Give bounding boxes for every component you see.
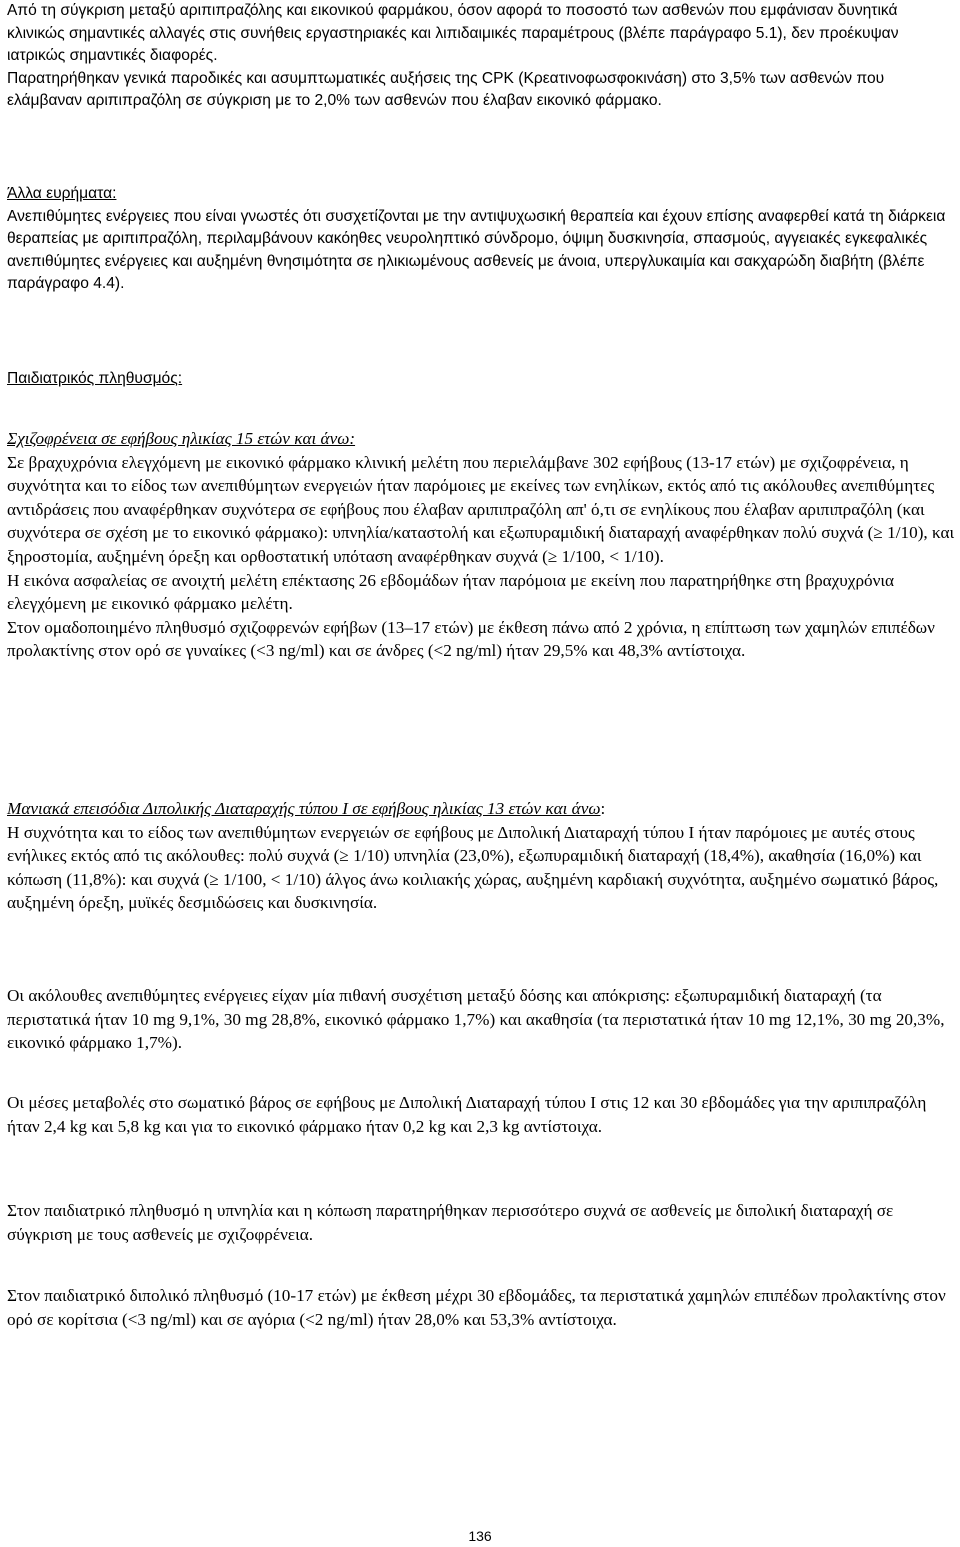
bipolar-paragraph-3: Οι μέσες μεταβολές στο σωματικό βάρος σε εφήβους με Διπολική Διαταραχή τύπου Ι στις 12 και 30 εβδομάδες για την αριπιπραζόλη ήταν 2,4 kg και 5,8 kg και για το εικονικό φάρμακο ήταν 0,2 kg και 2,3 kg αντίστοιχα. <box>7 1093 927 1136</box>
intro-paragraph-2: Παρατηρήθηκαν γενικά παροδικές και ασυμπτωματικές αυξήσεις της CPK (Κρεατινοφωσφοκινάση) στο 3,5% των ασθενών που ελάμβαναν αριπιπραζόλη σε σύγκριση με το 2,0% των ασθενών που έλαβαν εικονικό φάρμακο. <box>7 69 885 110</box>
schizophrenia-paragraph-2: Η εικόνα ασφαλείας σε ανοιχτή μελέτη επέκτασης 26 εβδομάδων ήταν παρόμοια με εκείνη που παρατηρήθηκε στη βραχυχρόνια ελεγχόμενη με εικονικό φάρμακο μελέτη. <box>7 570 895 614</box>
bipolar-paragraph-4: Στον παιδιατρικό πληθυσμό η υπνηλία και η κόπωση παρατηρήθηκαν περισσότερο συχνά σε ασθενείς με διπολική διαταραχή σε σύγκριση με τους ασθενείς με σχιζοφρένεια. <box>7 1201 894 1244</box>
other-findings-text: Ανεπιθύμητες ενέργειες που είναι γνωστές ότι συσχετίζονται με την αντιψυχωσική θεραπεία και έχουν επίσης αναφερθεί κατά τη διάρκεια θεραπείας με αριπιπραζόλη, περιλαμβάνουν κακόηθες νευροληπτικό σύνδρομο, όψιμη δυσκινησία, σπασμούς, αγγειακές εγκεφαλικές ανεπιθύμητες ενέργειες και αυξημένη θνησιμότητα σε ηλικιωμένους ασθενείς με άνοια, υπεργλυκαιμία και σακχαρώδη διαβήτη (βλέπε παράγραφο 4.4). <box>7 207 946 293</box>
bipolar-heading: Μανιακά επεισόδια Διπολικής Διαταραχής τύπου Ι σε εφήβους ηλικίας 13 ετών και άνω <box>7 799 601 818</box>
bipolar-heading-line <box>7 797 957 821</box>
bipolar-heading-colon: : <box>600 799 606 818</box>
page-number: 136 <box>468 1528 492 1544</box>
other-findings-section <box>7 183 957 296</box>
schizophrenia-section <box>7 427 957 663</box>
intro-paragraph-1: Από τη σύγκριση μεταξύ αριπιπραζόλης και εικονικού φαρμάκου, όσον αφορά το ποσοστό των ασθενών που εμφάνισαν δυνητικά κλινικώς σημαντικές αλλαγές στις συνήθεις εργαστηριακές και λιπιδαιμικές παραμέτρους (βλέπε παράγραφο 5.1), δεν προέκυψαν ιατρικώς σημαντικές διαφορές. <box>7 2 899 65</box>
pediatric-heading: Παιδιατρικός πληθυσμός: <box>7 370 183 387</box>
schizophrenia-paragraph-3: Στον ομαδοποιημένο πληθυσμό σχιζοφρενών εφήβων (13–17 ετών) με έκθεση πάνω από 2 χρόνια, η επίπτωση των χαμηλών επιπέδων προλακτίνης στον ορό σε γυναίκες (<3 ng/ml) και σε άνδρες (<2 ng/ml) ήταν 29,5% και 48,3% αντίστοιχα. <box>7 617 935 661</box>
bipolar-paragraph-5: Στον παιδιατρικό διπολικό πληθυσμό (10-17 ετών) με έκθεση μέχρι 30 εβδομάδες, τα περιστατικά χαμηλών επιπέδων προλακτίνης στον ορό σε κορίτσια (<3 ng/ml) και σε αγόρια (<2 ng/ml) ήταν 28,0% και 53,3% αντίστοιχα. <box>7 1286 946 1329</box>
other-findings-heading: Άλλα ευρήματα: <box>7 185 117 202</box>
bipolar-section <box>7 797 957 915</box>
bipolar-paragraph-1: Η συχνότητα και το είδος των ανεπιθύμητων ενεργειών σε εφήβους με Διπολική Διαταραχή τύπου Ι ήταν παρόμοιες με αυτές στους ενήλικες εκτός από τις ακόλουθες: πολύ συχνά (≥ 1/10) υπνηλία (23,0%), εξωπυραμιδική διαταραχή (18,4%), ακαθησία (16,0%) και κόπωση (11,8%): και συχνά (≥ 1/100, < 1/10) άλγος άνω κοιλιακής χώρας, αυξημένη καρδιακή συχνότητα, αυξημένο σωματικό βάρος, αυξημένη όρεξη, μυϊκές δεσμιδώσεις και δυσκινησία. <box>7 822 939 913</box>
intro-section <box>7 0 957 113</box>
schizophrenia-heading: Σχιζοφρένεια σε εφήβους ηλικίας 15 ετών και άνω: <box>7 429 356 448</box>
bipolar-paragraph-2: Οι ακόλουθες ανεπιθύμητες ενέργειες είχαν μία πιθανή συσχέτιση μεταξύ δόσης και απόκρισης: εξωπυραμιδική διαταραχή (τα περιστατικά ήταν 10 mg 9,1%, 30 mg 28,8%, εικονικό φάρμακο 1,7%) και ακαθησία (τα περιστατικά ήταν 10 mg 12,1%, 30 mg 20,3%, εικονικό φάρμακο 1,7%). <box>7 986 945 1053</box>
schizophrenia-paragraph-1: Σε βραχυχρόνια ελεγχόμενη με εικονικό φάρμακο κλινική μελέτη που περιελάμβανε 302 εφήβους (13-17 ετών) με σχιζοφρένεια, η συχνότητα και το είδος των ανεπιθύμητων ενεργειών ήταν παρόμοιες με εκείνες των ενηλίκων, εκτός από τις ακόλουθες ανεπιθύμητες αντιδράσεις που αναφέρθηκαν συχνότερα σε εφήβους που έλαβαν αριπιπραζόλη απ' ό,τι σε ενηλίκους που έλαβαν αριπιπραζόλη (και συχνότερα σε σχέση με το εικονικό φάρμακο): υπνηλία/καταστολή και εξωπυραμιδική διαταραχή αναφέρθηκαν πολύ συχνά (≥ 1/10), και ξηροστομία, αυξημένη όρεξη και ορθοστατική υπόταση αναφέρθηκαν συχνά (≥ 1/100, < 1/10). <box>7 452 955 566</box>
